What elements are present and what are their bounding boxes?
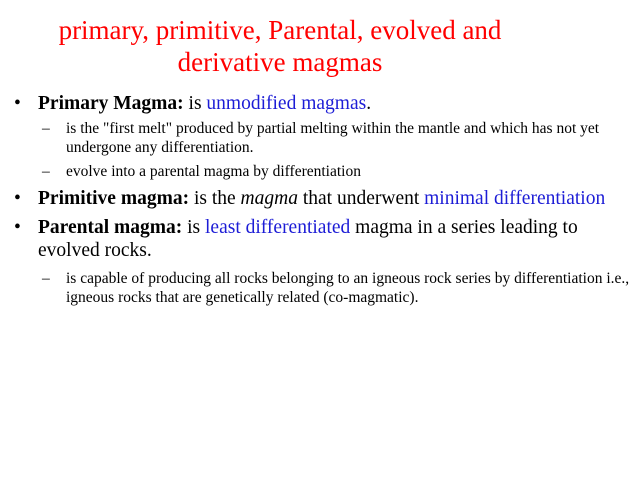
term-parental-magma: Parental magma: — [38, 217, 183, 238]
sub-bullet-parental-1 — [10, 269, 636, 307]
primitive-text-before: is the — [189, 188, 241, 209]
bullet-parental-magma — [10, 216, 636, 262]
parental-highlight: least differentiated — [205, 217, 351, 238]
sub-bullet-primary-2 — [10, 162, 636, 181]
slide-title — [0, 14, 560, 78]
primitive-highlight: minimal differentiation — [424, 188, 606, 209]
sub-bullet-text: evolve into a parental magma by differentiation — [66, 163, 361, 180]
dash-marker: – — [42, 163, 50, 180]
term-primary-magma: Primary Magma: — [38, 93, 184, 114]
bullet-primary-magma — [10, 92, 636, 115]
primary-text-after: . — [366, 93, 372, 114]
sub-bullet-text: is capable of producing all rocks belonging to an igneous rock series by differentiation i.e., igneous rocks that are genetically related (co-magmatic). — [66, 270, 630, 306]
parental-text-before: is — [182, 217, 205, 238]
primitive-text-middle: that underwent — [297, 188, 425, 209]
bullet-primitive-magma — [10, 187, 636, 210]
title-line-2: derivative magmas — [177, 47, 383, 77]
sub-bullet-text: is the "first melt" produced by partial melting within the mantle and which has not yet undergone any differentiation. — [66, 120, 600, 156]
term-primitive-magma: Primitive magma: — [38, 188, 190, 209]
dash-marker: – — [42, 120, 50, 137]
primitive-italic: magma — [240, 188, 298, 209]
title-line-1: primary, primitive, Parental, evolved and — [58, 15, 502, 45]
bullet-marker: • — [14, 93, 21, 114]
primary-highlight: unmodified magmas — [206, 93, 367, 114]
sub-bullet-primary-1 — [10, 119, 636, 157]
bullet-marker: • — [14, 188, 21, 209]
dash-marker: – — [42, 270, 50, 287]
bullet-marker: • — [14, 217, 21, 238]
parental-text-after: magma in a series leading to evolved rocks. — [38, 217, 578, 261]
slide-body — [10, 92, 636, 312]
primary-text-before: is — [183, 93, 207, 114]
